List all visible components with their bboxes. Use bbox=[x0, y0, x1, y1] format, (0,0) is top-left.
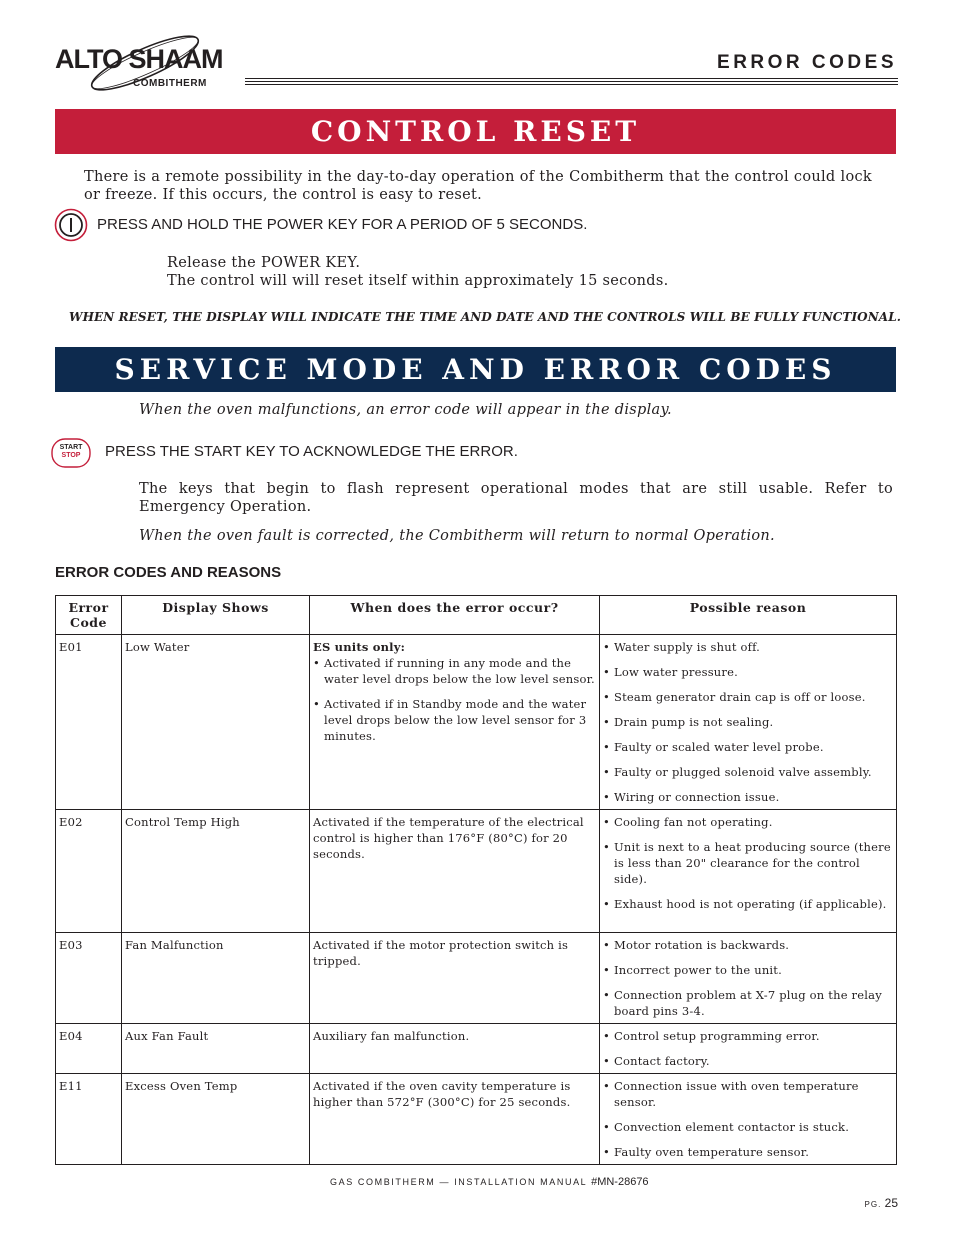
reason-item: • Connection problem at X-7 plug on the relay board pins 3-4. bbox=[603, 987, 893, 1019]
when-cell: Auxiliary fan malfunction. bbox=[310, 1024, 600, 1074]
reason-item: • Wiring or connection issue. bbox=[603, 789, 893, 805]
error-codes-heading: ERROR CODES AND REASONS bbox=[55, 564, 282, 581]
header-possible-reason: Possible reason bbox=[600, 596, 897, 635]
reason-item: • Cooling fan not operating. bbox=[603, 814, 893, 830]
reason-cell bbox=[600, 1024, 897, 1074]
table-row bbox=[56, 810, 897, 933]
reason-item: • Exhaust hood is not operating (if applicable). bbox=[603, 896, 893, 912]
reason-item: • Water supply is shut off. bbox=[603, 639, 893, 655]
start-key-instruction: PRESS THE START KEY TO ACKNOWLEDGE THE ERROR. bbox=[105, 443, 518, 460]
error-code-cell: E03 bbox=[56, 933, 122, 1024]
reason-item: • Drain pump is not sealing. bbox=[603, 714, 893, 730]
page-number-value: 25 bbox=[884, 1196, 898, 1210]
error-code-cell: E02 bbox=[56, 810, 122, 933]
control-reset-banner: CONTROL RESET bbox=[55, 109, 896, 154]
flash-keys-paragraph: The keys that begin to flash represent operational modes that are still usable. Refer to Emergency Operation. bbox=[139, 481, 893, 515]
brand-name: ALTO SHAAM bbox=[55, 44, 223, 74]
power-key-instruction: PRESS AND HOLD THE POWER KEY FOR A PERIOD OF 5 SECONDS. bbox=[97, 216, 588, 233]
condition-item: • Activated if running in any mode and the water level drops below the low level sensor. bbox=[313, 655, 596, 687]
display-cell: Fan Malfunction bbox=[122, 933, 310, 1024]
error-code-cell: E04 bbox=[56, 1024, 122, 1074]
reason-item: • Contact factory. bbox=[603, 1053, 893, 1069]
start-stop-key-icon bbox=[51, 438, 91, 468]
reason-cell bbox=[600, 635, 897, 810]
reason-item: • Steam generator drain cap is off or loose. bbox=[603, 689, 893, 705]
es-units-label: ES units only: bbox=[313, 640, 406, 654]
display-cell: Control Temp High bbox=[122, 810, 310, 933]
display-cell: Low Water bbox=[122, 635, 310, 810]
when-cell: Activated if the motor protection switch is tripped. bbox=[310, 933, 600, 1024]
reason-item: • Convection element contactor is stuck. bbox=[603, 1119, 893, 1135]
footer-manual bbox=[330, 1176, 649, 1188]
header-error-code: Error Code bbox=[56, 596, 122, 635]
reason-cell bbox=[600, 810, 897, 933]
page-label: PG. bbox=[864, 1200, 882, 1209]
brand-subtitle: COMBITHERM bbox=[133, 78, 207, 89]
when-cell bbox=[310, 635, 600, 810]
table-header-row bbox=[56, 596, 897, 635]
power-key-icon bbox=[54, 208, 88, 242]
header-rule bbox=[245, 78, 898, 88]
footer-doc-number: #MN-28676 bbox=[591, 1176, 649, 1188]
table-row bbox=[56, 933, 897, 1024]
header-display-shows: Display Shows bbox=[122, 596, 310, 635]
reason-item: • Motor rotation is backwards. bbox=[603, 937, 893, 953]
reason-cell bbox=[600, 1074, 897, 1165]
footer-manual-title: GAS COMBITHERM — INSTALLATION MANUAL bbox=[330, 1177, 587, 1187]
display-cell: Excess Oven Temp bbox=[122, 1074, 310, 1165]
reason-item: • Incorrect power to the unit. bbox=[603, 962, 893, 978]
reason-item: • Low water pressure. bbox=[603, 664, 893, 680]
table-row bbox=[56, 1024, 897, 1074]
page-section-title: ERROR CODES bbox=[717, 52, 897, 73]
when-cell: Activated if the temperature of the electrical control is higher than 176°F (80°C) for 20 seconds. bbox=[310, 810, 600, 933]
table-row bbox=[56, 1074, 897, 1165]
service-mode-intro: When the oven malfunctions, an error code will appear in the display. bbox=[139, 402, 672, 418]
alto-shaam-logo bbox=[55, 30, 230, 92]
reset-step-release: Release the POWER KEY. bbox=[167, 255, 361, 271]
reset-step-wait: The control will will reset itself within approximately 15 seconds. bbox=[167, 273, 669, 289]
display-cell: Aux Fan Fault bbox=[122, 1024, 310, 1074]
stop-label: STOP bbox=[61, 452, 81, 459]
reason-item: • Connection issue with oven temperature sensor. bbox=[603, 1078, 893, 1110]
reason-item: • Faulty oven temperature sensor. bbox=[603, 1144, 893, 1160]
reason-item: • Unit is next to a heat producing source (there is less than 20" clearance for the control side). bbox=[603, 839, 893, 887]
reason-item: • Faulty or plugged solenoid valve assembly. bbox=[603, 764, 893, 780]
error-code-cell: E11 bbox=[56, 1074, 122, 1165]
page-number bbox=[865, 1196, 898, 1210]
start-label: START bbox=[59, 444, 83, 451]
when-cell: Activated if the oven cavity temperature is higher than 572°F (300°C) for 25 seconds. bbox=[310, 1074, 600, 1165]
reason-item: • Faulty or scaled water level probe. bbox=[603, 739, 893, 755]
control-reset-intro: There is a remote possibility in the day-to-day operation of the Combitherm that the control could lock or freeze. If this occurs, the control is easy to reset. bbox=[84, 169, 872, 203]
error-code-cell: E01 bbox=[56, 635, 122, 810]
reason-item: • Control setup programming error. bbox=[603, 1028, 893, 1044]
reason-cell bbox=[600, 933, 897, 1024]
condition-item: • Activated if in Standby mode and the water level drops below the low level sensor for 3 minutes. bbox=[313, 696, 596, 744]
fault-corrected-paragraph: When the oven fault is corrected, the Combitherm will return to normal Operation. bbox=[139, 528, 775, 544]
reset-note: WHEN RESET, THE DISPLAY WILL INDICATE THE TIME AND DATE AND THE CONTROLS WILL BE FULLY FUNCTIONAL. bbox=[69, 310, 902, 324]
error-codes-table bbox=[55, 595, 897, 1165]
service-mode-banner: SERVICE MODE AND ERROR CODES bbox=[55, 347, 896, 392]
header-when-occurs: When does the error occur? bbox=[310, 596, 600, 635]
table-row bbox=[56, 635, 897, 810]
